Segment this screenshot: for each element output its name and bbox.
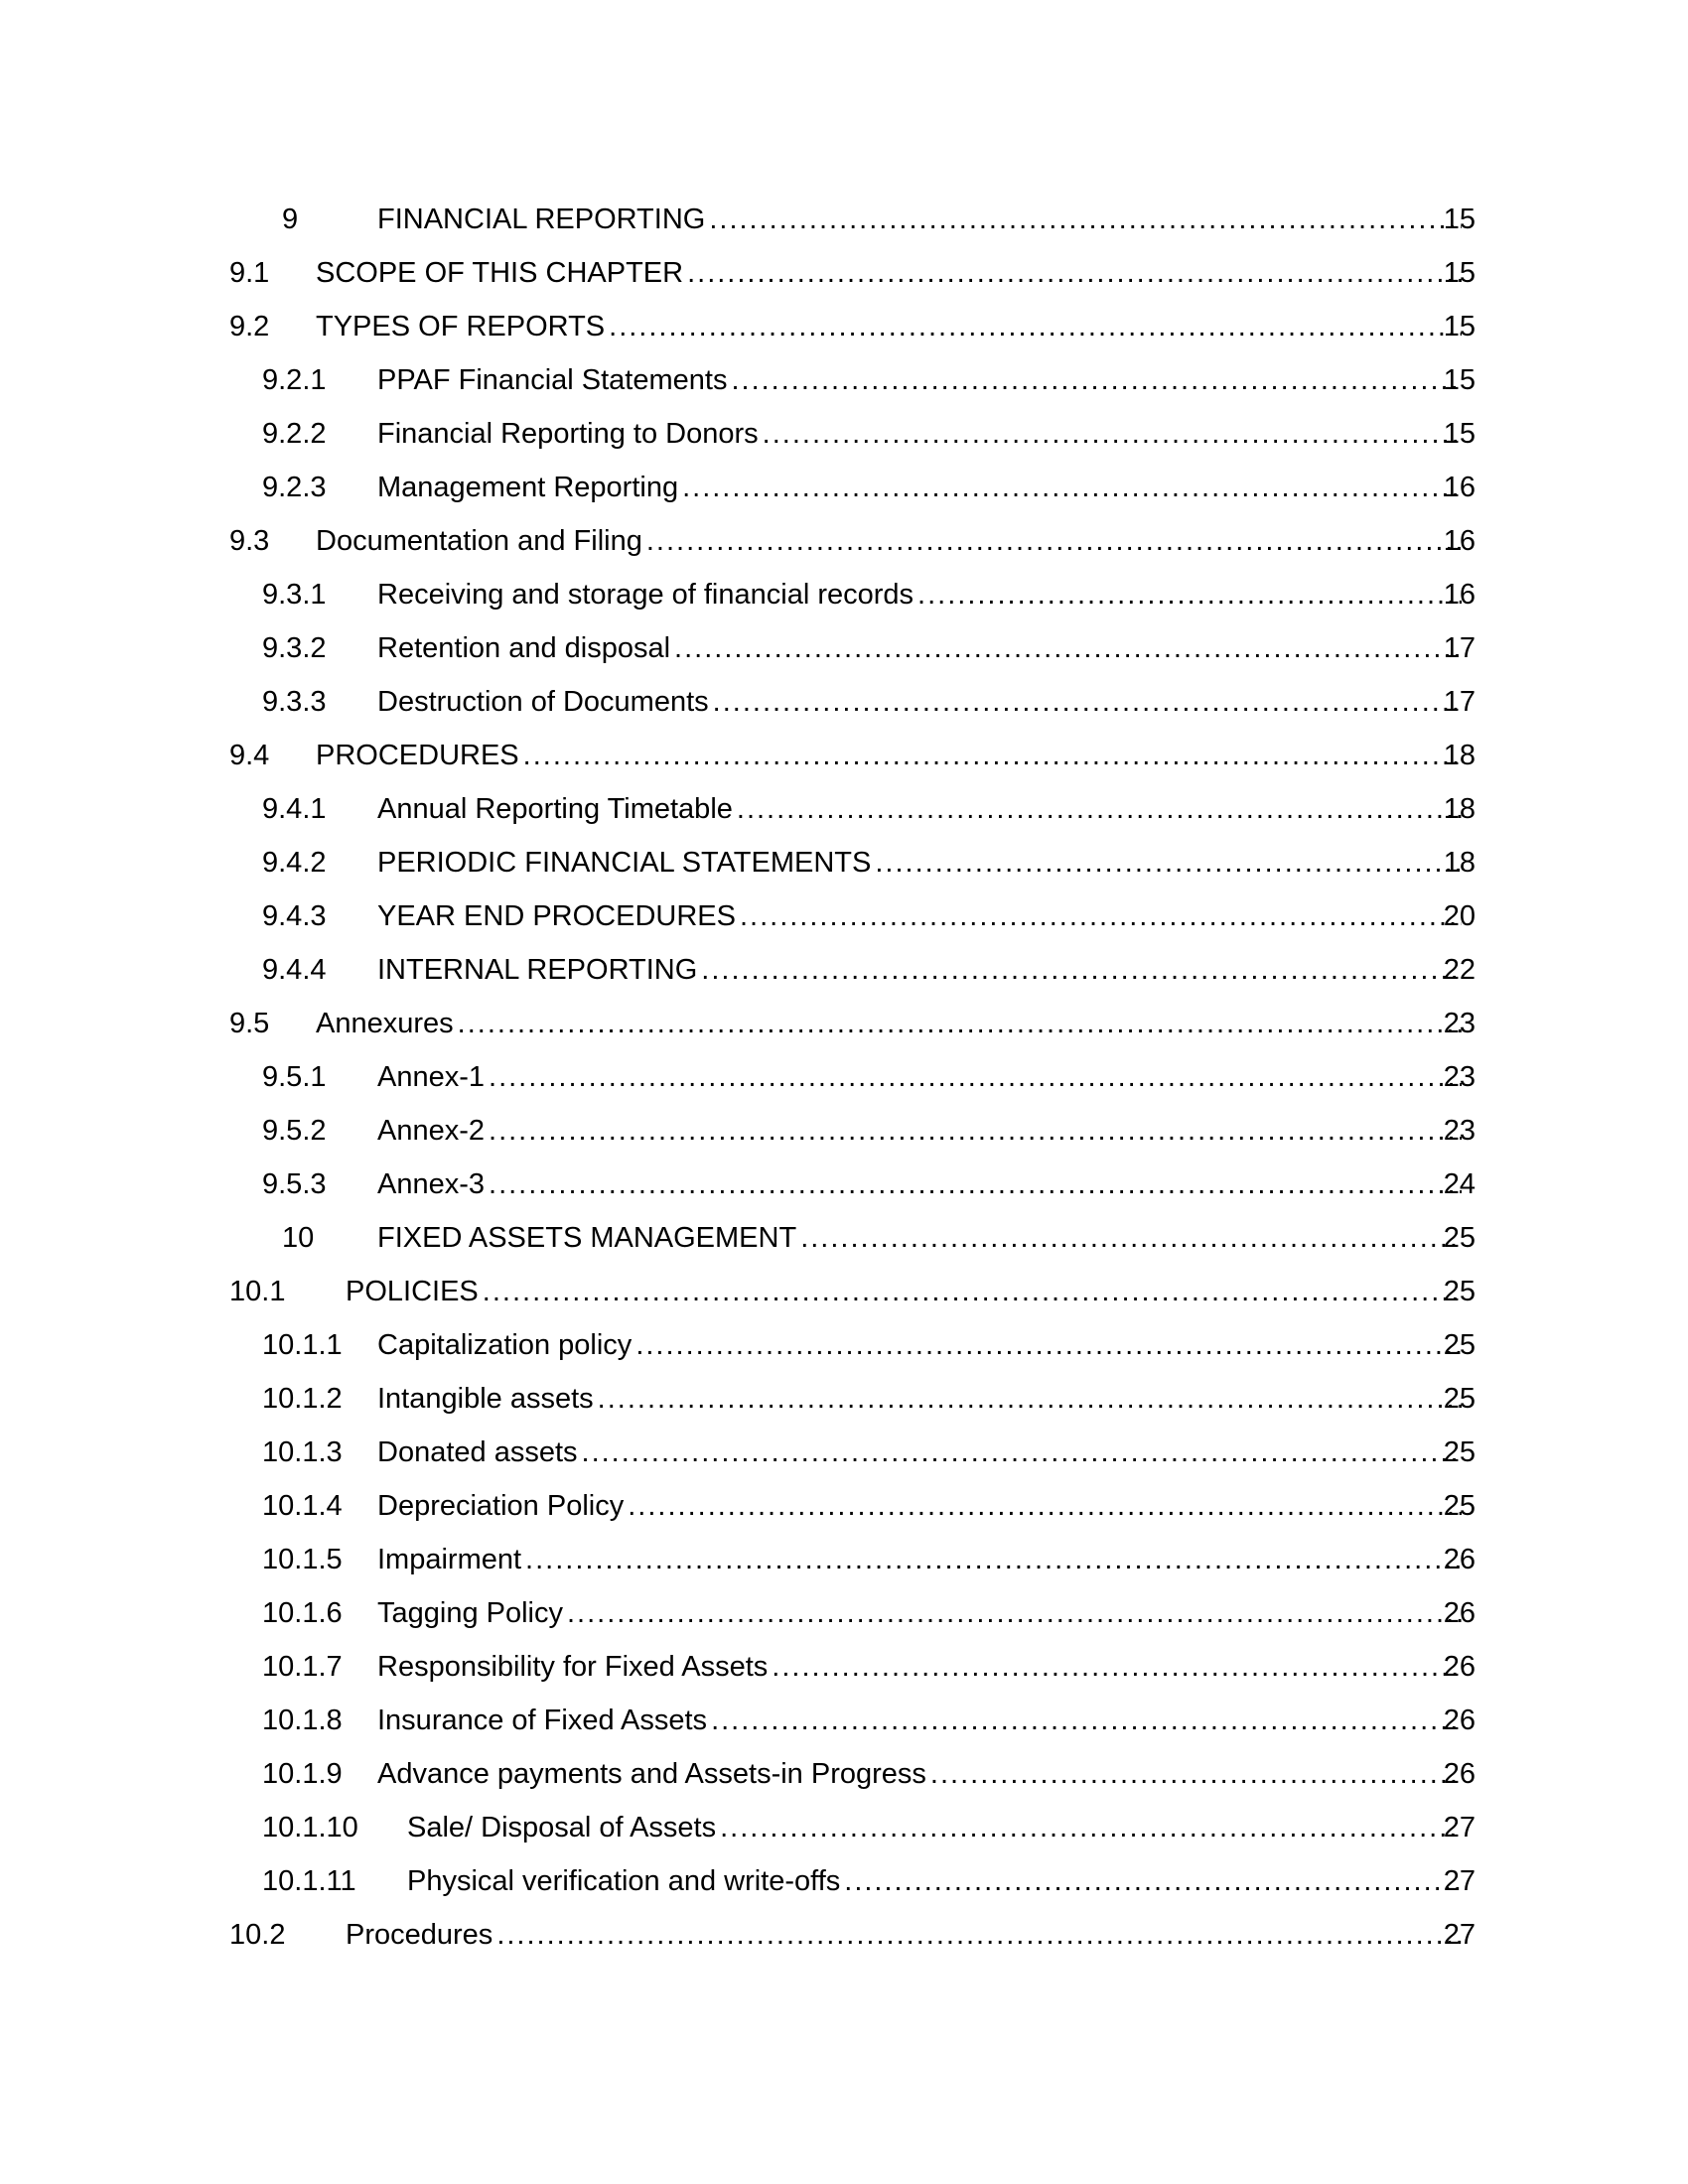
toc-dot-leader xyxy=(525,1538,1462,1581)
toc-entry-number: 10 xyxy=(282,1222,315,1254)
toc-entry-number: 9.2.3 xyxy=(262,472,327,503)
toc-entry[interactable] xyxy=(0,358,1688,412)
toc-entry-title-wrap xyxy=(377,1431,1468,1474)
toc-entry[interactable] xyxy=(0,573,1688,626)
toc-entry-page-number: 16 xyxy=(1443,472,1476,503)
toc-dot-leader xyxy=(682,466,1462,509)
toc-entry-title-wrap xyxy=(377,1699,1468,1742)
toc-dot-leader xyxy=(740,894,1462,938)
toc-entry[interactable] xyxy=(0,626,1688,680)
toc-entry[interactable] xyxy=(0,305,1688,358)
toc-entry-number: 9.4.4 xyxy=(262,954,327,986)
toc-entry-title-wrap xyxy=(377,1752,1468,1796)
toc-entry-page-number: 25 xyxy=(1443,1222,1476,1254)
toc-entry-title-wrap xyxy=(377,1377,1468,1421)
toc-entry-page-number: 27 xyxy=(1443,1865,1476,1897)
toc-entry[interactable] xyxy=(0,1913,1688,1967)
toc-entry-title: PPAF Financial Statements xyxy=(377,364,728,396)
toc-entry[interactable] xyxy=(0,1162,1688,1216)
toc-entry-title-wrap xyxy=(377,1591,1468,1635)
toc-entry-title-wrap xyxy=(346,1270,1468,1313)
toc-entry-page-number: 15 xyxy=(1443,418,1476,450)
toc-entry-title-wrap xyxy=(377,1538,1468,1581)
toc-entry-title-wrap xyxy=(407,1859,1468,1903)
toc-entry-page-number: 16 xyxy=(1443,525,1476,557)
toc-entry-title: PROCEDURES xyxy=(316,740,519,771)
toc-entry-page-number: 18 xyxy=(1443,793,1476,825)
toc-entry-number: 9.5.2 xyxy=(262,1115,327,1147)
toc-entry[interactable] xyxy=(0,198,1688,251)
toc-entry-title: SCOPE OF THIS CHAPTER xyxy=(316,257,684,289)
toc-entry-page-number: 15 xyxy=(1443,257,1476,289)
toc-entry-title: Financial Reporting to Donors xyxy=(377,418,759,450)
toc-entry-title: Management Reporting xyxy=(377,472,679,503)
toc-entry[interactable] xyxy=(0,1806,1688,1859)
toc-entry-title: Sale/ Disposal of Assets xyxy=(407,1812,717,1843)
toc-entry-title: Annex-3 xyxy=(377,1168,486,1200)
toc-entry-title-wrap xyxy=(377,1055,1468,1099)
toc-dot-leader xyxy=(844,1859,1462,1903)
toc-entry-number: 9.2 xyxy=(229,311,270,342)
toc-entry-title-wrap xyxy=(377,787,1468,831)
toc-entry-title-wrap xyxy=(377,1323,1468,1367)
toc-dot-leader xyxy=(701,948,1462,992)
toc-entry-title: INTERNAL REPORTING xyxy=(377,954,698,986)
toc-entry[interactable] xyxy=(0,1002,1688,1055)
toc-entry[interactable] xyxy=(0,894,1688,948)
toc-entry[interactable] xyxy=(0,1055,1688,1109)
toc-entry-title-wrap xyxy=(377,1216,1468,1260)
toc-entry-page-number: 23 xyxy=(1443,1115,1476,1147)
toc-entry-number: 10.1.7 xyxy=(262,1651,343,1683)
toc-entry-title: Annex-2 xyxy=(377,1115,486,1147)
toc-dot-leader xyxy=(930,1752,1462,1796)
toc-entry-title-wrap xyxy=(377,1645,1468,1689)
toc-entry-number: 9 xyxy=(282,204,299,235)
toc-entry-title: FINANCIAL REPORTING xyxy=(377,204,706,235)
toc-entry-title: Annexures xyxy=(316,1008,454,1039)
toc-dot-leader xyxy=(731,358,1462,402)
toc-entry-title: Impairment xyxy=(377,1544,522,1575)
toc-entry-number: 10.1.4 xyxy=(262,1490,343,1522)
toc-entry[interactable] xyxy=(0,1270,1688,1323)
toc-entry-title-wrap xyxy=(377,680,1468,724)
toc-entry-title-wrap xyxy=(316,1002,1468,1045)
toc-entry-number: 10.1.10 xyxy=(262,1812,358,1843)
toc-entry-title-wrap xyxy=(377,1484,1468,1528)
toc-entry-number: 10.1 xyxy=(229,1276,286,1307)
toc-entry-page-number: 17 xyxy=(1443,686,1476,718)
toc-entry-title-wrap xyxy=(377,198,1468,241)
toc-entry-number: 10.1.8 xyxy=(262,1705,343,1736)
toc-entry[interactable] xyxy=(0,948,1688,1002)
toc-dot-leader xyxy=(609,305,1462,348)
toc-entry[interactable] xyxy=(0,1752,1688,1806)
toc-entry-number: 10.1.6 xyxy=(262,1597,343,1629)
toc-entry-title-wrap xyxy=(377,841,1468,885)
toc-entry-title: Annex-1 xyxy=(377,1061,486,1093)
toc-entry-page-number: 27 xyxy=(1443,1812,1476,1843)
toc-dot-leader xyxy=(763,412,1462,456)
toc-entry[interactable] xyxy=(0,412,1688,466)
toc-entry-title: Capitalization policy xyxy=(377,1329,633,1361)
toc-entry-title: PERIODIC FINANCIAL STATEMENTS xyxy=(377,847,872,879)
toc-entry-page-number: 26 xyxy=(1443,1597,1476,1629)
toc-entry-title-wrap xyxy=(377,466,1468,509)
toc-entry-title-wrap xyxy=(377,948,1468,992)
toc-entry-page-number: 18 xyxy=(1443,847,1476,879)
toc-entry-page-number: 25 xyxy=(1443,1329,1476,1361)
toc-entry-number: 10.1.1 xyxy=(262,1329,343,1361)
toc-entry-title: Procedures xyxy=(346,1919,493,1951)
toc-entry-page-number: 16 xyxy=(1443,579,1476,611)
toc-entry-title-wrap xyxy=(377,358,1468,402)
toc-entry-title: Advance payments and Assets-in Progress xyxy=(377,1758,926,1790)
toc-dot-leader xyxy=(800,1216,1462,1260)
toc-entry-page-number: 22 xyxy=(1443,954,1476,986)
toc-entry-number: 10.1.5 xyxy=(262,1544,343,1575)
toc-entry-title: YEAR END PROCEDURES xyxy=(377,900,736,932)
toc-entry-title: Insurance of Fixed Assets xyxy=(377,1705,708,1736)
toc-entry[interactable] xyxy=(0,787,1688,841)
toc-entry[interactable] xyxy=(0,1645,1688,1699)
toc-entry[interactable] xyxy=(0,1323,1688,1377)
table-of-contents xyxy=(0,198,1688,1967)
toc-entry-title: Retention and disposal xyxy=(377,632,671,664)
toc-entry[interactable] xyxy=(0,841,1688,894)
toc-entry[interactable] xyxy=(0,1216,1688,1270)
toc-entry-title: Receiving and storage of financial records xyxy=(377,579,914,611)
toc-dot-leader xyxy=(687,251,1462,295)
toc-entry-page-number: 26 xyxy=(1443,1705,1476,1736)
toc-entry-title-wrap xyxy=(377,573,1468,616)
toc-entry-title-wrap xyxy=(316,519,1468,563)
toc-entry-page-number: 17 xyxy=(1443,632,1476,664)
toc-entry-title: POLICIES xyxy=(346,1276,479,1307)
toc-entry[interactable] xyxy=(0,519,1688,573)
toc-entry-page-number: 15 xyxy=(1443,204,1476,235)
toc-entry-title: Depreciation Policy xyxy=(377,1490,625,1522)
toc-entry-number: 10.1.2 xyxy=(262,1383,343,1415)
toc-dot-leader xyxy=(711,1699,1462,1742)
toc-dot-leader xyxy=(674,626,1462,670)
toc-entry-title-wrap xyxy=(377,1162,1468,1206)
toc-dot-leader xyxy=(598,1377,1462,1421)
toc-entry-number: 9.2.1 xyxy=(262,364,327,396)
toc-entry-page-number: 25 xyxy=(1443,1276,1476,1307)
toc-entry-number: 9.4.3 xyxy=(262,900,327,932)
toc-entry-title-wrap xyxy=(316,305,1468,348)
toc-entry-page-number: 25 xyxy=(1443,1436,1476,1468)
toc-entry-number: 9.3 xyxy=(229,525,270,557)
toc-entry-number: 10.1.9 xyxy=(262,1758,343,1790)
toc-entry-title: Destruction of Documents xyxy=(377,686,709,718)
toc-entry-title: TYPES OF REPORTS xyxy=(316,311,606,342)
toc-entry[interactable] xyxy=(0,1377,1688,1431)
toc-entry[interactable] xyxy=(0,1699,1688,1752)
toc-entry-page-number: 25 xyxy=(1443,1490,1476,1522)
toc-entry-page-number: 26 xyxy=(1443,1651,1476,1683)
toc-entry[interactable] xyxy=(0,1859,1688,1913)
toc-entry-title: FIXED ASSETS MANAGEMENT xyxy=(377,1222,797,1254)
toc-dot-leader xyxy=(646,519,1462,563)
toc-entry-number: 9.3.3 xyxy=(262,686,327,718)
toc-dot-leader xyxy=(489,1109,1462,1153)
toc-entry[interactable] xyxy=(0,1591,1688,1645)
toc-dot-leader xyxy=(489,1055,1462,1099)
toc-entry[interactable] xyxy=(0,680,1688,734)
toc-entry-number: 10.1.11 xyxy=(262,1865,356,1897)
toc-dot-leader xyxy=(628,1484,1462,1528)
toc-entry-page-number: 20 xyxy=(1443,900,1476,932)
toc-entry[interactable] xyxy=(0,1431,1688,1484)
toc-entry-title: Intangible assets xyxy=(377,1383,594,1415)
toc-dot-leader xyxy=(567,1591,1462,1635)
toc-entry-page-number: 25 xyxy=(1443,1383,1476,1415)
toc-entry-number: 9.5.1 xyxy=(262,1061,327,1093)
toc-entry[interactable] xyxy=(0,251,1688,305)
toc-dot-leader xyxy=(772,1645,1462,1689)
toc-entry-number: 9.4.2 xyxy=(262,847,327,879)
toc-dot-leader xyxy=(483,1270,1462,1313)
toc-entry-page-number: 23 xyxy=(1443,1061,1476,1093)
toc-entry-title-wrap xyxy=(377,894,1468,938)
toc-entry-title-wrap xyxy=(316,734,1468,777)
toc-dot-leader xyxy=(635,1323,1462,1367)
toc-entry[interactable] xyxy=(0,1484,1688,1538)
toc-entry[interactable] xyxy=(0,466,1688,519)
toc-entry-number: 9.1 xyxy=(229,257,270,289)
toc-entry-title-wrap xyxy=(346,1913,1468,1957)
toc-entry-number: 9.5.3 xyxy=(262,1168,327,1200)
toc-entry-title: Annual Reporting Timetable xyxy=(377,793,733,825)
toc-entry-title-wrap xyxy=(377,412,1468,456)
toc-dot-leader xyxy=(496,1913,1462,1957)
toc-entry-title-wrap xyxy=(377,626,1468,670)
toc-dot-leader xyxy=(489,1162,1462,1206)
toc-entry-title-wrap xyxy=(407,1806,1468,1849)
toc-entry-number: 9.4.1 xyxy=(262,793,327,825)
toc-entry-number: 9.3.1 xyxy=(262,579,327,611)
toc-entry[interactable] xyxy=(0,1538,1688,1591)
toc-entry-page-number: 15 xyxy=(1443,311,1476,342)
toc-dot-leader xyxy=(523,734,1462,777)
toc-dot-leader xyxy=(875,841,1462,885)
toc-dot-leader xyxy=(582,1431,1462,1474)
toc-entry-number: 10.2 xyxy=(229,1919,286,1951)
toc-entry-title: Donated assets xyxy=(377,1436,578,1468)
toc-entry-title: Responsibility for Fixed Assets xyxy=(377,1651,769,1683)
toc-entry-page-number: 26 xyxy=(1443,1758,1476,1790)
toc-entry-page-number: 15 xyxy=(1443,364,1476,396)
toc-entry-page-number: 18 xyxy=(1443,740,1476,771)
toc-dot-leader xyxy=(458,1002,1462,1045)
toc-dot-leader xyxy=(713,680,1462,724)
toc-entry-number: 9.3.2 xyxy=(262,632,327,664)
toc-entry[interactable] xyxy=(0,1109,1688,1162)
toc-dot-leader xyxy=(737,787,1462,831)
toc-entry[interactable] xyxy=(0,734,1688,787)
toc-entry-page-number: 23 xyxy=(1443,1008,1476,1039)
toc-entry-title: Documentation and Filing xyxy=(316,525,642,557)
toc-dot-leader xyxy=(917,573,1462,616)
toc-entry-number: 9.4 xyxy=(229,740,270,771)
toc-entry-title-wrap xyxy=(316,251,1468,295)
toc-entry-number: 9.5 xyxy=(229,1008,270,1039)
toc-entry-page-number: 26 xyxy=(1443,1544,1476,1575)
toc-entry-page-number: 27 xyxy=(1443,1919,1476,1951)
toc-dot-leader xyxy=(709,198,1462,241)
toc-entry-number: 10.1.3 xyxy=(262,1436,343,1468)
toc-entry-title-wrap xyxy=(377,1109,1468,1153)
toc-entry-page-number: 24 xyxy=(1443,1168,1476,1200)
toc-entry-number: 9.2.2 xyxy=(262,418,327,450)
toc-entry-title: Tagging Policy xyxy=(377,1597,563,1629)
toc-dot-leader xyxy=(720,1806,1462,1849)
toc-entry-title: Physical verification and write-offs xyxy=(407,1865,841,1897)
